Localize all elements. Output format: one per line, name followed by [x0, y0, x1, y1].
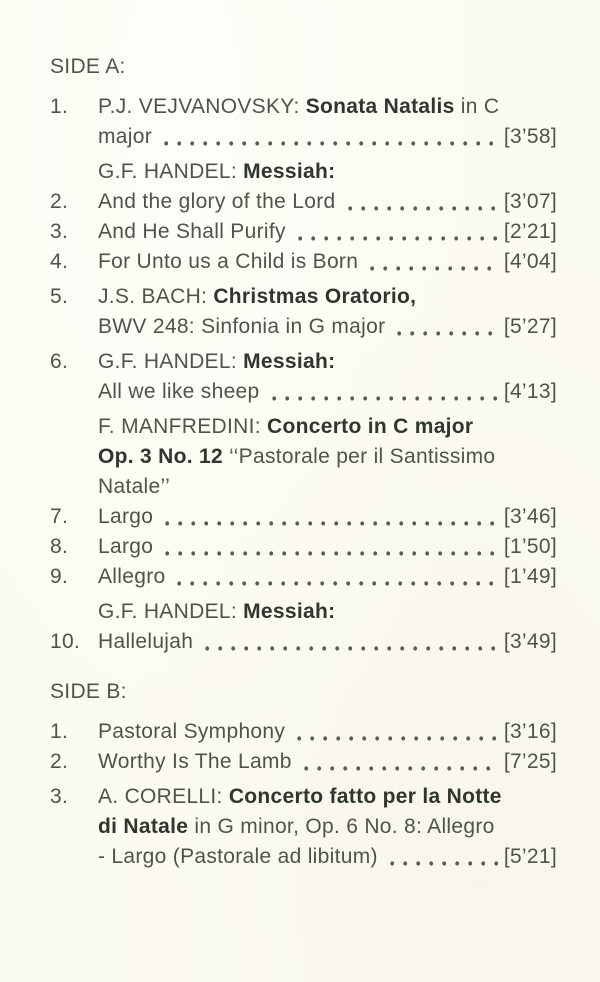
- dot-leader: [295, 717, 498, 747]
- dot-leader: [163, 502, 498, 532]
- track-title-segment: Allegro: [98, 565, 166, 588]
- track-title-segment: G.F. HANDEL:: [98, 160, 244, 183]
- track-row: [50, 247, 557, 277]
- track-group: [50, 782, 557, 872]
- track-title-segment: Hallelujah: [98, 630, 194, 653]
- track-duration: [5’21]: [503, 845, 557, 868]
- track-duration: [4’04]: [503, 250, 557, 273]
- track-title-bold-segment: Concerto fatto per la Notte: [228, 785, 502, 808]
- track-title-bold-segment: Messiah:: [243, 600, 336, 623]
- track-row-continuation: [50, 472, 557, 502]
- track-duration: [5’27]: [503, 315, 557, 338]
- track-title-segment: Largo: [98, 535, 154, 558]
- dot-leader: [203, 627, 498, 657]
- track-duration: [7’25]: [503, 750, 557, 773]
- dot-leader: [162, 122, 498, 152]
- track-row-continuation: [50, 842, 557, 872]
- track-row-continuation: [50, 157, 557, 187]
- track-title: [98, 562, 165, 592]
- track-row: [50, 717, 557, 747]
- dot-leader: [163, 532, 498, 562]
- track-title-segment: A. CORELLI:: [98, 785, 229, 808]
- track-title-segment: ‘‘Pastorale per il Santissimo: [222, 445, 496, 468]
- dot-leader: [388, 842, 498, 872]
- track-row-continuation: [50, 812, 557, 842]
- track-number: 1.: [50, 720, 69, 743]
- track-title: [98, 312, 385, 342]
- track-number: 10.: [50, 630, 81, 653]
- track-row: [50, 92, 557, 122]
- track-title: [98, 412, 473, 442]
- track-title: [98, 442, 495, 472]
- track-title-segment: - Largo (Pastorale ad libitum): [98, 845, 378, 868]
- track-row: [50, 217, 557, 247]
- track-title-segment: Largo: [98, 505, 154, 528]
- track-title-segment: Worthy Is The Lamb: [98, 750, 292, 773]
- track-row: [50, 282, 557, 312]
- track-duration: [3’49]: [503, 630, 557, 653]
- track-duration: [1’49]: [503, 565, 557, 588]
- track-title: [98, 217, 286, 247]
- track-group: [50, 157, 557, 277]
- track-title-segment: J.S. BACH:: [98, 285, 214, 308]
- track-title: [98, 812, 495, 842]
- track-row: [50, 532, 557, 562]
- track-number: 2.: [50, 190, 69, 213]
- track-title: [98, 247, 358, 277]
- side-section: [50, 677, 557, 872]
- track-group: [50, 597, 557, 657]
- track-title-bold-segment: Christmas Oratorio,: [213, 285, 417, 308]
- track-row-continuation: [50, 312, 557, 342]
- track-group: [50, 282, 557, 342]
- track-title-segment: BWV 248: Sinfonia in G major: [98, 315, 386, 338]
- track-row-continuation: [50, 377, 557, 407]
- track-duration: [3’46]: [503, 505, 557, 528]
- track-title: [98, 157, 335, 187]
- track-row: [50, 562, 557, 592]
- track-title: [98, 717, 285, 747]
- track-duration: [3’16]: [503, 720, 557, 743]
- track-title: [98, 502, 153, 532]
- track-title: [98, 472, 170, 502]
- track-row: [50, 747, 557, 777]
- track-title-bold-segment: Messiah:: [243, 160, 336, 183]
- track-title-segment: in C: [454, 95, 500, 118]
- track-number: 3.: [50, 220, 69, 243]
- side-heading: SIDE A:: [50, 55, 126, 78]
- track-number: 6.: [50, 350, 69, 373]
- track-title-segment: F. MANFREDINI:: [98, 415, 268, 438]
- dot-leader: [270, 377, 498, 407]
- track-title-segment: major: [98, 125, 153, 148]
- track-row-continuation: [50, 412, 557, 442]
- track-row: [50, 502, 557, 532]
- track-title-segment: Pastoral Symphony: [98, 720, 286, 743]
- track-duration: [1’50]: [503, 535, 557, 558]
- track-title-bold-segment: Concerto in C major: [267, 415, 474, 438]
- track-group: [50, 347, 557, 407]
- track-title-bold-segment: Op. 3 No. 12: [98, 445, 223, 468]
- side-section: [50, 52, 557, 657]
- track-number: 2.: [50, 750, 69, 773]
- track-title-segment: in G minor, Op. 6 No. 8: Allegro: [188, 815, 495, 838]
- track-duration: [2’21]: [503, 220, 557, 243]
- track-title: [98, 377, 260, 407]
- track-number: 4.: [50, 250, 69, 273]
- track-group: [50, 717, 557, 777]
- track-row-continuation: [50, 442, 557, 472]
- track-title: [98, 597, 335, 627]
- track-title: [98, 842, 378, 872]
- track-duration: [3’58]: [503, 125, 557, 148]
- track-title-segment: And He Shall Purify: [98, 220, 286, 243]
- track-number: 5.: [50, 285, 69, 308]
- track-title-segment: For Unto us a Child is Born: [98, 250, 359, 273]
- track-title-bold-segment: Messiah:: [243, 350, 336, 373]
- track-group: [50, 412, 557, 592]
- track-number: 7.: [50, 505, 69, 528]
- track-title-segment: All we like sheep: [98, 380, 260, 403]
- dot-leader: [395, 312, 497, 342]
- dot-leader: [302, 747, 498, 777]
- track-title: [98, 747, 292, 777]
- track-title-segment: G.F. HANDEL:: [98, 600, 244, 623]
- track-number: 8.: [50, 535, 69, 558]
- dot-leader: [175, 562, 497, 592]
- track-title: [98, 627, 193, 657]
- track-row: [50, 627, 557, 657]
- track-title: [98, 92, 499, 122]
- track-title-bold-segment: Sonata Natalis: [305, 95, 455, 118]
- track-title-segment: Natale’’: [98, 475, 171, 498]
- track-title-segment: G.F. HANDEL:: [98, 350, 244, 373]
- track-row-continuation: [50, 122, 557, 152]
- track-title: [98, 282, 416, 312]
- dot-leader: [296, 217, 498, 247]
- track-number: 9.: [50, 565, 69, 588]
- dot-leader: [368, 247, 498, 277]
- track-title: [98, 187, 336, 217]
- track-row: [50, 782, 557, 812]
- track-row: [50, 187, 557, 217]
- side-heading: SIDE B:: [50, 680, 127, 703]
- track-title: [98, 782, 502, 812]
- tracklist: [50, 52, 557, 872]
- track-number: 1.: [50, 95, 69, 118]
- track-number: 3.: [50, 785, 69, 808]
- track-title-segment: And the glory of the Lord: [98, 190, 336, 213]
- track-row: [50, 347, 557, 377]
- dot-leader: [346, 187, 498, 217]
- track-title: [98, 347, 335, 377]
- track-duration: [4’13]: [503, 380, 557, 403]
- track-title: [98, 122, 152, 152]
- track-row-continuation: [50, 597, 557, 627]
- track-title-segment: P.J. VEJVANOVSKY:: [98, 95, 306, 118]
- track-duration: [3’07]: [503, 190, 557, 213]
- track-title-bold-segment: di Natale: [98, 815, 189, 838]
- track-title: [98, 532, 153, 562]
- track-group: [50, 92, 557, 152]
